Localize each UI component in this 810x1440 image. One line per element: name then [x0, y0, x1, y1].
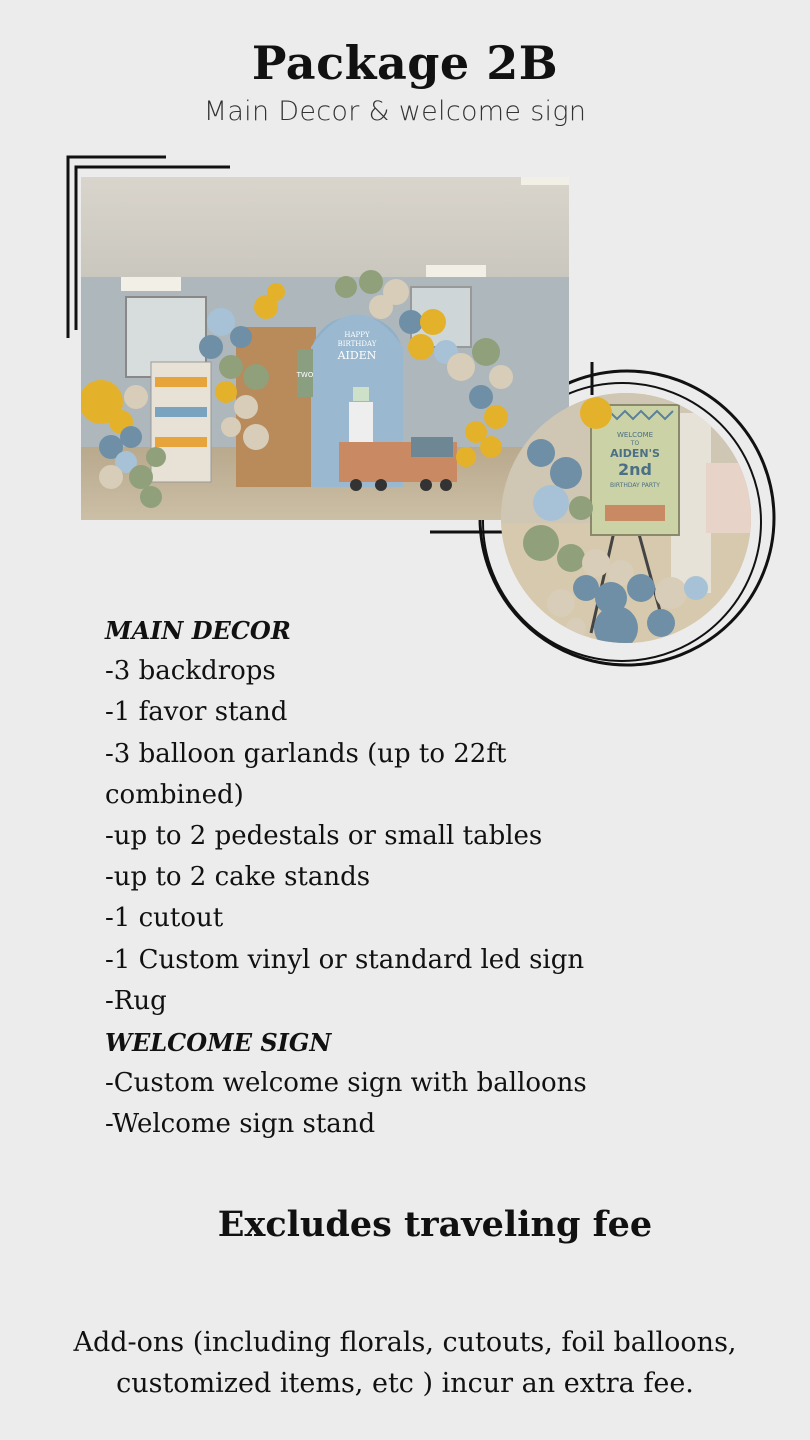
- package-contents: [105, 610, 665, 1146]
- sign-line2: BIRTHDAY: [337, 340, 377, 348]
- welcome-line5: BIRTHDAY PARTY: [610, 482, 660, 489]
- welcome-sign-heading: WELCOME SIGN: [105, 1028, 332, 1058]
- list-item: -up to 2 cake stands: [105, 862, 371, 893]
- sign-line1: HAPPY: [344, 331, 370, 339]
- welcome-line1: WELCOME: [616, 431, 654, 439]
- addons-note: Add-ons (including florals, cutouts, foil balloons, customized items, etc ) incur an extra fee.: [73, 1327, 737, 1399]
- main-decor-photo: [81, 177, 569, 520]
- list-item: -Welcome sign stand: [105, 1109, 376, 1140]
- excludes-note: Excludes traveling fee: [217, 1204, 653, 1245]
- welcome-line3: AIDEN'S: [610, 447, 660, 460]
- page-title: Package 2B: [251, 36, 559, 90]
- list-item: -up to 2 pedestals or small tables: [105, 821, 543, 852]
- list-item: -3 balloon garlands (up to 22ft combined): [105, 738, 507, 810]
- panel-text: TWO: [296, 371, 314, 379]
- list-item: -Custom welcome sign with balloons: [105, 1068, 587, 1099]
- welcome-line2: TO: [630, 440, 640, 447]
- welcome-line4: 2nd: [618, 460, 652, 479]
- list-item: -1 cutout: [105, 903, 224, 934]
- main-decor-heading: MAIN DECOR: [105, 616, 291, 645]
- list-item: -1 Custom vinyl or standard led sign: [105, 944, 585, 975]
- list-item: -1 favor stand: [105, 697, 288, 728]
- list-item: -Rug: [105, 985, 167, 1016]
- welcome-sign-photo: [501, 393, 751, 643]
- list-item: -3 backdrops: [105, 656, 276, 687]
- page-subtitle: Main Decor & welcome sign: [203, 96, 587, 127]
- sign-name: AIDEN: [337, 349, 377, 362]
